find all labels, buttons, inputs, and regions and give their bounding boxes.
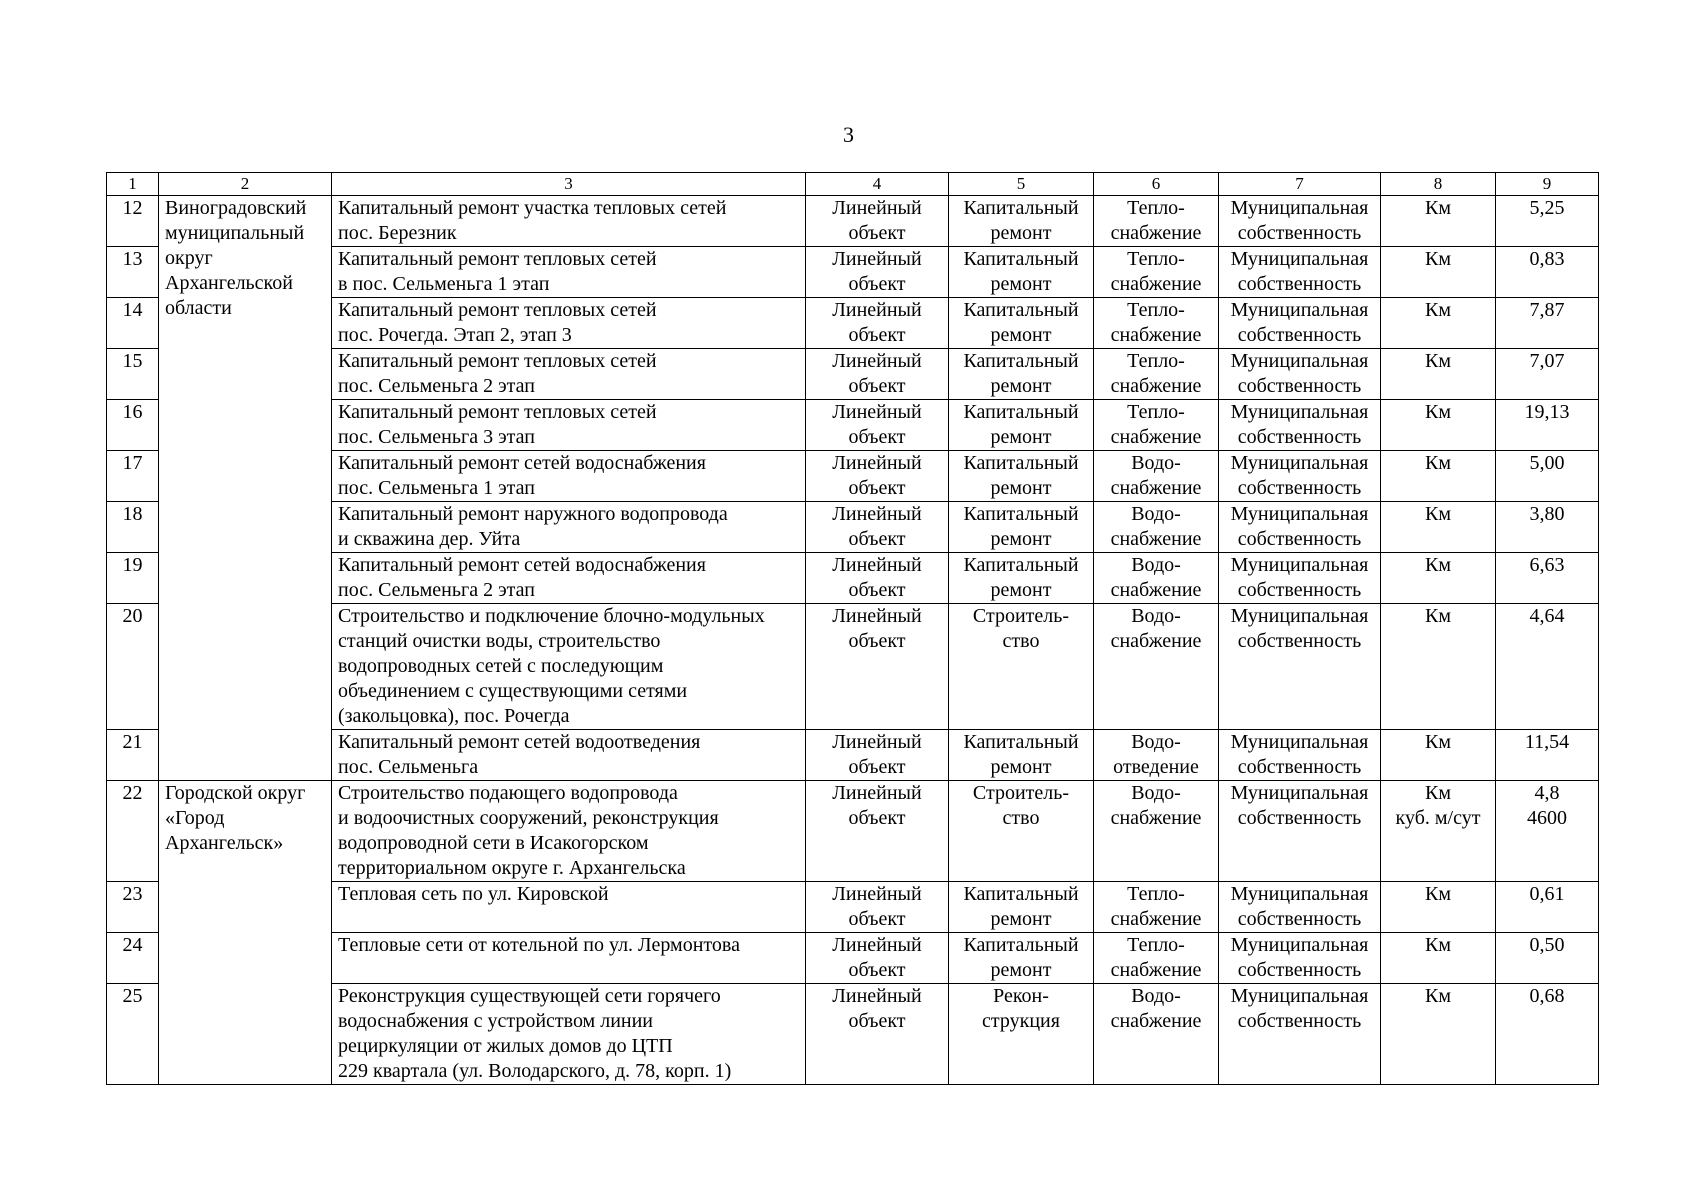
ownership: Муниципальная собственность bbox=[1219, 730, 1381, 781]
object-name: Капитальный ремонт наружного водопровода и скважина дер. Уйта bbox=[332, 502, 806, 553]
row-number: 17 bbox=[107, 451, 159, 502]
column-header: 9 bbox=[1496, 173, 1599, 196]
capacity-value: 0,50 bbox=[1496, 933, 1599, 984]
unit: Км bbox=[1381, 196, 1496, 247]
utility-sphere: Тепло- снабжение bbox=[1094, 882, 1219, 933]
object-name: Капитальный ремонт тепловых сетей в пос. Сельменьга 1 этап bbox=[332, 247, 806, 298]
object-name: Капитальный ремонт сетей водоснабжения пос. Сельменьга 2 этап bbox=[332, 553, 806, 604]
work-type: Капитальный ремонт bbox=[949, 349, 1094, 400]
utility-sphere: Тепло- снабжение bbox=[1094, 349, 1219, 400]
unit: Км bbox=[1381, 451, 1496, 502]
table-row bbox=[107, 196, 1599, 247]
object-type: Линейный объект bbox=[806, 882, 949, 933]
unit: Км bbox=[1381, 882, 1496, 933]
table-body bbox=[107, 196, 1599, 1085]
object-name: Строительство и подключение блочно-модульных станций очистки воды, строительство водопроводных сетей с последующим объединением с существующими сетями (закольцовка), пос. Рочегда bbox=[332, 604, 806, 730]
utility-sphere: Тепло- снабжение bbox=[1094, 196, 1219, 247]
work-type: Капитальный ремонт bbox=[949, 730, 1094, 781]
unit: Км bbox=[1381, 933, 1496, 984]
table-row bbox=[107, 781, 1599, 882]
capacity-value: 0,61 bbox=[1496, 882, 1599, 933]
work-type: Капитальный ремонт bbox=[949, 196, 1094, 247]
work-type: Капитальный ремонт bbox=[949, 298, 1094, 349]
work-type: Капитальный ремонт bbox=[949, 553, 1094, 604]
ownership: Муниципальная собственность bbox=[1219, 984, 1381, 1085]
ownership: Муниципальная собственность bbox=[1219, 604, 1381, 730]
object-name: Тепловая сеть по ул. Кировской bbox=[332, 882, 806, 933]
column-number-row bbox=[107, 173, 1599, 196]
utility-sphere: Водо- снабжение bbox=[1094, 781, 1219, 882]
unit: Км bbox=[1381, 502, 1496, 553]
row-number: 20 bbox=[107, 604, 159, 730]
work-type: Строитель- ство bbox=[949, 781, 1094, 882]
utility-sphere: Тепло- снабжение bbox=[1094, 400, 1219, 451]
object-type: Линейный объект bbox=[806, 553, 949, 604]
object-name: Капитальный ремонт тепловых сетей пос. Сельменьга 2 этап bbox=[332, 349, 806, 400]
ownership: Муниципальная собственность bbox=[1219, 882, 1381, 933]
object-type: Линейный объект bbox=[806, 451, 949, 502]
utility-sphere: Водо- снабжение bbox=[1094, 502, 1219, 553]
capacity-value: 19,13 bbox=[1496, 400, 1599, 451]
row-number: 25 bbox=[107, 984, 159, 1085]
utility-sphere: Водо- снабжение bbox=[1094, 984, 1219, 1085]
utility-sphere: Тепло- снабжение bbox=[1094, 933, 1219, 984]
row-number: 15 bbox=[107, 349, 159, 400]
capacity-value: 4,8 4600 bbox=[1496, 781, 1599, 882]
ownership: Муниципальная собственность bbox=[1219, 451, 1381, 502]
ownership: Муниципальная собственность bbox=[1219, 933, 1381, 984]
work-type: Капитальный ремонт bbox=[949, 933, 1094, 984]
object-type: Линейный объект bbox=[806, 781, 949, 882]
work-type: Рекон- струкция bbox=[949, 984, 1094, 1085]
object-type: Линейный объект bbox=[806, 196, 949, 247]
object-type: Линейный объект bbox=[806, 604, 949, 730]
work-type: Строитель- ство bbox=[949, 604, 1094, 730]
object-type: Линейный объект bbox=[806, 984, 949, 1085]
utility-sphere: Тепло- снабжение bbox=[1094, 298, 1219, 349]
municipality-name: Городской округ «Город Архангельск» bbox=[159, 781, 332, 1085]
ownership: Муниципальная собственность bbox=[1219, 553, 1381, 604]
unit: Км bbox=[1381, 984, 1496, 1085]
ownership: Муниципальная собственность bbox=[1219, 400, 1381, 451]
row-number: 19 bbox=[107, 553, 159, 604]
row-number: 23 bbox=[107, 882, 159, 933]
capacity-value: 5,25 bbox=[1496, 196, 1599, 247]
object-name: Капитальный ремонт участка тепловых сетей пос. Березник bbox=[332, 196, 806, 247]
row-number: 18 bbox=[107, 502, 159, 553]
object-name: Капитальный ремонт сетей водоснабжения пос. Сельменьга 1 этап bbox=[332, 451, 806, 502]
capacity-value: 7,87 bbox=[1496, 298, 1599, 349]
column-header: 8 bbox=[1381, 173, 1496, 196]
capacity-value: 7,07 bbox=[1496, 349, 1599, 400]
row-number: 14 bbox=[107, 298, 159, 349]
unit: Км bbox=[1381, 400, 1496, 451]
object-name: Капитальный ремонт сетей водоотведения пос. Сельменьга bbox=[332, 730, 806, 781]
unit: Км bbox=[1381, 247, 1496, 298]
ownership: Муниципальная собственность bbox=[1219, 298, 1381, 349]
column-header: 3 bbox=[332, 173, 806, 196]
utility-sphere: Водо- снабжение bbox=[1094, 553, 1219, 604]
capacity-value: 6,63 bbox=[1496, 553, 1599, 604]
work-type: Капитальный ремонт bbox=[949, 451, 1094, 502]
utility-sphere: Водо- снабжение bbox=[1094, 451, 1219, 502]
column-header: 7 bbox=[1219, 173, 1381, 196]
ownership: Муниципальная собственность bbox=[1219, 247, 1381, 298]
object-type: Линейный объект bbox=[806, 247, 949, 298]
row-number: 24 bbox=[107, 933, 159, 984]
object-name: Строительство подающего водопровода и водоочистных сооружений, реконструкция водопроводной сети в Исакогорском территориальном округе г. Архангельска bbox=[332, 781, 806, 882]
ownership: Муниципальная собственность bbox=[1219, 502, 1381, 553]
capacity-value: 5,00 bbox=[1496, 451, 1599, 502]
municipality-name: Виноградовский муниципальный округ Архангельской области bbox=[159, 196, 332, 781]
column-header: 1 bbox=[107, 173, 159, 196]
column-header: 5 bbox=[949, 173, 1094, 196]
object-name: Тепловые сети от котельной по ул. Лермонтова bbox=[332, 933, 806, 984]
unit: Км bbox=[1381, 298, 1496, 349]
utility-sphere: Тепло- снабжение bbox=[1094, 247, 1219, 298]
capacity-value: 4,64 bbox=[1496, 604, 1599, 730]
object-type: Линейный объект bbox=[806, 298, 949, 349]
work-type: Капитальный ремонт bbox=[949, 400, 1094, 451]
work-type: Капитальный ремонт bbox=[949, 882, 1094, 933]
unit: Км bbox=[1381, 553, 1496, 604]
work-type: Капитальный ремонт bbox=[949, 247, 1094, 298]
ownership: Муниципальная собственность bbox=[1219, 349, 1381, 400]
object-type: Линейный объект bbox=[806, 730, 949, 781]
row-number: 16 bbox=[107, 400, 159, 451]
unit: Км куб. м/сут bbox=[1381, 781, 1496, 882]
capacity-value: 0,83 bbox=[1496, 247, 1599, 298]
unit: Км bbox=[1381, 604, 1496, 730]
object-name: Капитальный ремонт тепловых сетей пос. Рочегда. Этап 2, этап 3 bbox=[332, 298, 806, 349]
object-name: Капитальный ремонт тепловых сетей пос. Сельменьга 3 этап bbox=[332, 400, 806, 451]
capacity-value: 0,68 bbox=[1496, 984, 1599, 1085]
unit: Км bbox=[1381, 349, 1496, 400]
row-number: 12 bbox=[107, 196, 159, 247]
row-number: 21 bbox=[107, 730, 159, 781]
unit: Км bbox=[1381, 730, 1496, 781]
work-type: Капитальный ремонт bbox=[949, 502, 1094, 553]
utility-sphere: Водо- снабжение bbox=[1094, 604, 1219, 730]
utility-sphere: Водо- отведение bbox=[1094, 730, 1219, 781]
object-type: Линейный объект bbox=[806, 502, 949, 553]
object-type: Линейный объект bbox=[806, 349, 949, 400]
capacity-value: 11,54 bbox=[1496, 730, 1599, 781]
object-type: Линейный объект bbox=[806, 933, 949, 984]
ownership: Муниципальная собственность bbox=[1219, 781, 1381, 882]
object-type: Линейный объект bbox=[806, 400, 949, 451]
column-header: 2 bbox=[159, 173, 332, 196]
objects-table bbox=[106, 172, 1599, 1085]
column-header: 6 bbox=[1094, 173, 1219, 196]
column-header: 4 bbox=[806, 173, 949, 196]
row-number: 13 bbox=[107, 247, 159, 298]
object-name: Реконструкция существующей сети горячего водоснабжения с устройством линии рециркуляции от жилых домов до ЦТП 229 квартала (ул. Володарского, д. 78, корп. 1) bbox=[332, 984, 806, 1085]
row-number: 22 bbox=[107, 781, 159, 882]
ownership: Муниципальная собственность bbox=[1219, 196, 1381, 247]
page-number: 3 bbox=[843, 122, 854, 147]
capacity-value: 3,80 bbox=[1496, 502, 1599, 553]
